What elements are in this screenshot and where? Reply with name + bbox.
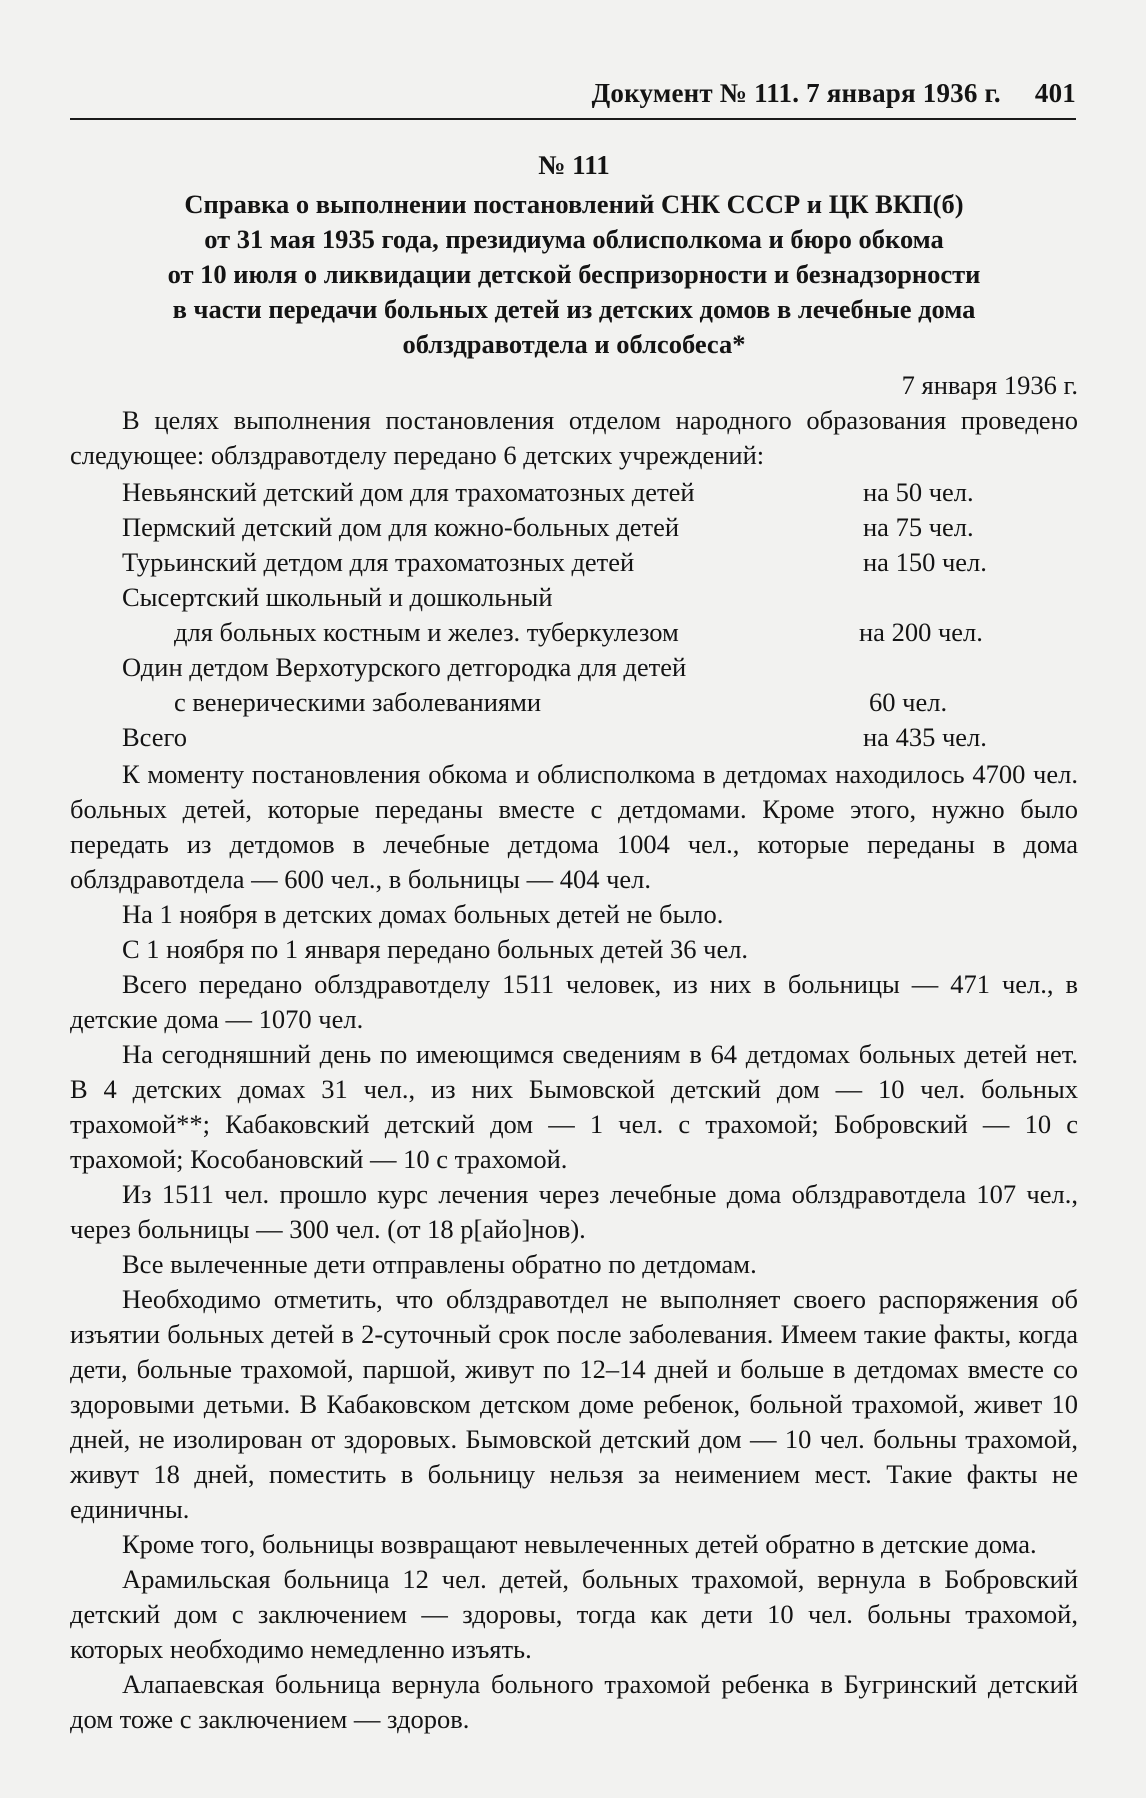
institution-count: на 200 чел. (859, 617, 983, 647)
document-body (70, 148, 1078, 1737)
page-number: 401 (1034, 78, 1076, 108)
institution-count: на 50 чел. (863, 477, 974, 507)
document-title (70, 187, 1078, 362)
paragraph: Алапаевская больница вернула больного трахомой ребенка в Бугринский детский дом тоже с заключением — здоров. (70, 1669, 1078, 1734)
running-title: Документ № 111. 7 января 1936 г. (591, 78, 1001, 108)
paragraph: Кроме того, больницы возвращают невылеченных детей обратно в детские дома. (122, 1529, 1037, 1559)
title-line: от 10 июля о ликвидации детской беспризорности и безнадзорности (167, 259, 981, 289)
paragraph: Всего передано облздравотделу 1511 человек, из них в больницы — 471 чел., в детские дома — 1070 чел. (70, 969, 1078, 1034)
intro-paragraph: В целях выполнения постановления отделом народного образования проведено следующее: облздравотделу передано 6 детских учреждений: (70, 405, 1078, 470)
paragraph: На 1 ноября в детских домах больных детей не было. (122, 899, 724, 929)
total-count: на 435 чел. (863, 722, 987, 752)
paragraph: Из 1511 чел. прошло курс лечения через лечебные дома облздравотдела 107 чел., через больницы — 300 чел. (от 18 р[айо]нов). (70, 1179, 1078, 1244)
document-number: № 111 (538, 150, 610, 180)
institution-name-continued: для больных костным и желез. туберкулезом (174, 617, 679, 647)
paragraph: Необходимо отметить, что облздравотдел не выполняет своего распоряжения об изъятии больных детей в 2-суточный срок после заболевания. Имеем такие факты, когда дети, больные трахомой, паршой, живут по 12–14 дней и больше в детдомах вместе со здоровыми детьми. В Кабаковском детском доме ребенок, больной трахомой, живет 10 дней, не изолирован от здоровых. Бымовской детский дом — 10 чел. больны трахомой, живут 18 дней, поместить в больницу нельзя за неимением мест. Такие факты не единичны. (70, 1284, 1078, 1524)
institution-row (70, 545, 1078, 580)
paragraph: На сегодняшний день по имеющимся сведениям в 64 детдомах больных детей нет. В 4 детских домах 31 чел., из них Бымовской детский дом — 10 чел. больных трахомой**; Кабаковский детский дом — 1 чел. с трахомой; Бобровский — 10 с трахомой; Кособановский — 10 с трахомой. (70, 1039, 1078, 1174)
paragraph: С 1 ноября по 1 января передано больных детей 36 чел. (122, 934, 749, 964)
institution-name: Турьинский детдом для трахоматозных детей (122, 547, 635, 577)
title-line: Справка о выполнении постановлений СНК СССР и ЦК ВКП(б) (184, 189, 964, 219)
institution-row (70, 580, 1078, 615)
institution-name-continued: с венерическими заболеваниями (174, 687, 542, 717)
institution-count: на 150 чел. (863, 547, 987, 577)
title-line: облздравотдела и облсобеса* (402, 329, 746, 359)
title-line: от 31 мая 1935 года, президиума облисполкома и бюро обкома (204, 224, 944, 254)
institution-name: Пермский детский дом для кожно-больных детей (122, 512, 680, 542)
institution-row (70, 475, 1078, 510)
paragraph: Арамильская больница 12 чел. детей, больных трахомой, вернула в Бобровский детский дом с заключением — здоровы, тогда как дети 10 чел. больны трахомой, которых необходимо немедленно изъять. (70, 1564, 1078, 1664)
institution-row (70, 510, 1078, 545)
total-label: Всего (122, 722, 187, 752)
institution-name: Сысертский школьный и дошкольный (122, 582, 553, 612)
institution-name: Невьянский детский дом для трахоматозных детей (122, 477, 695, 507)
paragraph: Все вылеченные дети отправлены обратно по детдомам. (122, 1249, 757, 1279)
institution-total-row (70, 720, 1078, 755)
header-rule (70, 118, 1076, 120)
institution-row-continued (70, 685, 1078, 720)
institutions-list (70, 475, 1078, 755)
institution-row-continued (70, 615, 1078, 650)
paragraph: К моменту постановления обкома и облисполкома в детдомах находилось 4700 чел. больных детей, которые переданы вместе с детдомами. Кроме этого, нужно было передать из детдомов в лечебные детдома 1004 чел., которые переданы в дома облздравотдела — 600 чел., в больницы — 404 чел. (70, 759, 1078, 894)
institution-count: на 75 чел. (863, 512, 974, 542)
document-date: 7 января 1936 г. (901, 370, 1078, 400)
title-line: в части передачи больных детей из детских домов в лечебные дома (172, 294, 976, 324)
institution-count: 60 чел. (869, 687, 948, 717)
institution-row (70, 650, 1078, 685)
institution-name: Один детдом Верхотурского детгородка для детей (122, 652, 687, 682)
running-head (70, 78, 1076, 109)
